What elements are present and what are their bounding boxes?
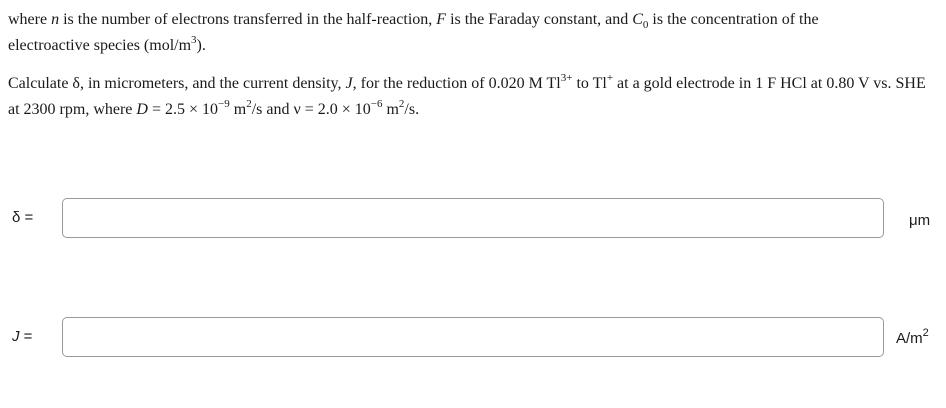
j-unit-base: A/m: [896, 330, 923, 347]
delta-label: δ =: [12, 209, 34, 226]
intro-text: is the number of electrons transferred in the half-reaction,: [59, 11, 437, 28]
symbol-c-subscript: 0: [642, 19, 649, 32]
charge-superscript: +: [606, 71, 614, 84]
intro-text: electroactive species (mol/m: [8, 37, 192, 54]
exponent-superscript: −6: [370, 97, 383, 110]
intro-text: ).: [196, 37, 206, 54]
symbol-j: J: [345, 75, 353, 92]
symbol-n: n: [51, 11, 60, 28]
problem-text: m: [382, 101, 399, 118]
problem-text: , for the reduction of 0.020 M Tl: [352, 75, 561, 92]
j-label-symbol: J: [12, 328, 20, 345]
unit-superscript: 3: [191, 33, 197, 46]
j-label-equals: =: [19, 328, 33, 345]
j-unit-superscript: 2: [922, 327, 929, 339]
problem-text: m: [229, 101, 247, 118]
intro-text: is the concentration of the: [648, 11, 819, 28]
symbol-c: C: [632, 11, 643, 28]
problem-text: at a gold electrode in 1 F HCl at 0.80 V vs. SHE at 2300 rpm, where: [8, 75, 926, 118]
unit-superscript: 2: [246, 97, 252, 110]
unit-superscript: 2: [398, 97, 405, 110]
intro-text: is the Faraday constant, and: [446, 11, 633, 28]
intro-paragraph: [8, 7, 938, 59]
j-label: [12, 328, 32, 345]
problem-text: = 2.5 × 10: [147, 101, 219, 118]
intro-text: where: [8, 11, 52, 28]
j-answer-input[interactable]: [62, 317, 884, 357]
j-unit: [896, 327, 929, 347]
delta-unit: μm: [909, 212, 931, 229]
problem-paragraph: [8, 71, 938, 123]
delta-answer-input[interactable]: [62, 198, 884, 238]
exponent-superscript: −9: [218, 97, 230, 110]
problem-text: /s.: [404, 101, 420, 118]
symbol-d: D: [136, 101, 148, 118]
problem-text: to Tl: [572, 75, 607, 92]
problem-text: /s and ν = 2.0 × 10: [251, 101, 371, 118]
problem-text: Calculate δ, in micrometers, and the current density,: [8, 75, 346, 92]
charge-superscript: 3+: [560, 71, 573, 84]
symbol-f: F: [436, 11, 447, 28]
